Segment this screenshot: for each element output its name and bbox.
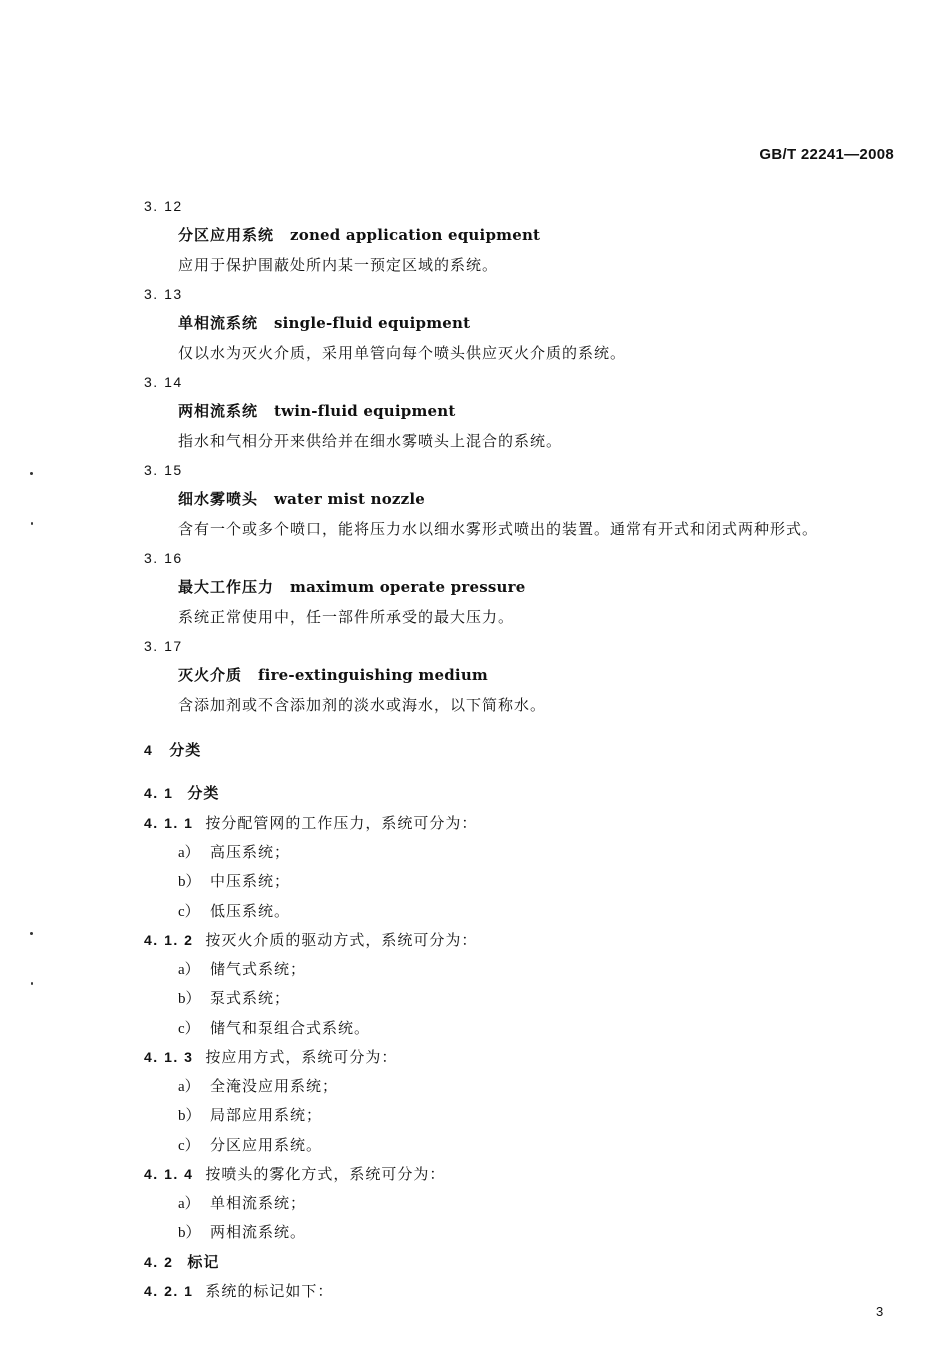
list-item-text: 高压系统； bbox=[210, 843, 291, 861]
list-item-letter: a） bbox=[178, 1079, 200, 1095]
list-item bbox=[178, 842, 290, 863]
clause-heading bbox=[144, 1047, 397, 1067]
term-chinese: 细水雾喷头 bbox=[178, 490, 259, 508]
list-item-letter: c） bbox=[178, 904, 200, 920]
term-heading bbox=[178, 665, 488, 685]
subsection-title: 标记 bbox=[187, 1253, 220, 1271]
list-item bbox=[178, 901, 290, 922]
list-item-text: 两相流系统。 bbox=[210, 1223, 307, 1241]
list-item bbox=[178, 1105, 322, 1126]
term-definition: 仅以水为灭火介质，采用单管向每个喷头供应灭火介质的系统。 bbox=[178, 344, 627, 362]
term-definition: 应用于保护围蔽处所内某一预定区域的系统。 bbox=[178, 256, 499, 274]
scan-mark bbox=[31, 982, 33, 985]
clause-number: 4. 1. 1 bbox=[144, 815, 194, 831]
term-heading bbox=[178, 577, 525, 597]
clause-title: 按灭火介质的驱动方式，系统可分为： bbox=[205, 931, 478, 949]
clause-number: 4. 1. 3 bbox=[144, 1049, 194, 1065]
list-item-letter: b） bbox=[178, 874, 201, 890]
list-item-letter: b） bbox=[178, 1225, 201, 1241]
page-number: 3 bbox=[876, 1304, 884, 1319]
subsection-number: 4. 2 bbox=[144, 1254, 174, 1270]
clause-heading bbox=[144, 1164, 445, 1184]
clause-heading bbox=[144, 813, 477, 833]
term-heading bbox=[178, 489, 425, 509]
term-chinese: 灭火介质 bbox=[178, 666, 243, 684]
list-item-text: 储气式系统； bbox=[210, 960, 307, 978]
list-item-text: 储气和泵组合式系统。 bbox=[210, 1019, 371, 1037]
clause-heading bbox=[144, 930, 477, 950]
subsection-number: 4. 1 bbox=[144, 785, 174, 801]
subsection-heading bbox=[144, 1252, 219, 1272]
term-number: 3. 12 bbox=[144, 198, 183, 214]
term-chinese: 单相流系统 bbox=[178, 314, 259, 332]
scan-mark bbox=[30, 472, 33, 475]
term-definition: 指水和气相分开来供给并在细水雾喷头上混合的系统。 bbox=[178, 432, 563, 450]
list-item bbox=[178, 1076, 338, 1097]
scan-mark bbox=[30, 932, 33, 935]
list-item-text: 全淹没应用系统； bbox=[210, 1077, 339, 1095]
term-number: 3. 15 bbox=[144, 462, 183, 478]
clause-title: 系统的标记如下： bbox=[205, 1282, 334, 1300]
list-item-text: 中压系统； bbox=[210, 872, 291, 890]
term-number: 3. 13 bbox=[144, 286, 183, 302]
section-heading bbox=[144, 740, 201, 760]
clause-title: 按应用方式，系统可分为： bbox=[205, 1048, 398, 1066]
list-item bbox=[178, 959, 306, 980]
list-item-letter: b） bbox=[178, 991, 201, 1007]
list-item bbox=[178, 1135, 322, 1156]
list-item-letter: c） bbox=[178, 1021, 200, 1037]
term-chinese: 分区应用系统 bbox=[178, 226, 275, 244]
list-item-text: 泵式系统； bbox=[210, 989, 291, 1007]
term-heading bbox=[178, 401, 456, 421]
list-item-letter: a） bbox=[178, 845, 200, 861]
term-number: 3. 17 bbox=[144, 638, 183, 654]
section-number: 4 bbox=[144, 742, 154, 758]
term-english: twin-fluid equipment bbox=[274, 402, 456, 420]
term-definition: 含添加剂或不含添加剂的淡水或海水，以下简称水。 bbox=[178, 696, 547, 714]
list-item-letter: a） bbox=[178, 1196, 200, 1212]
section-title: 分类 bbox=[169, 741, 202, 759]
clause-number: 4. 1. 2 bbox=[144, 932, 194, 948]
list-item bbox=[178, 988, 290, 1009]
term-heading bbox=[178, 313, 470, 333]
list-item bbox=[178, 1222, 306, 1243]
term-definition: 系统正常使用中，任一部件所承受的最大压力。 bbox=[178, 608, 515, 626]
list-item-text: 分区应用系统。 bbox=[210, 1136, 323, 1154]
list-item-text: 单相流系统； bbox=[210, 1194, 307, 1212]
list-item-letter: a） bbox=[178, 962, 200, 978]
clause-heading bbox=[144, 1281, 333, 1301]
term-english: zoned application equipment bbox=[290, 226, 541, 244]
clause-number: 4. 1. 4 bbox=[144, 1166, 194, 1182]
term-number: 3. 14 bbox=[144, 374, 183, 390]
list-item bbox=[178, 1018, 370, 1039]
term-english: single-fluid equipment bbox=[274, 314, 471, 332]
term-chinese: 两相流系统 bbox=[178, 402, 259, 420]
subsection-title: 分类 bbox=[187, 784, 220, 802]
clause-number: 4. 2. 1 bbox=[144, 1283, 194, 1299]
term-number: 3. 16 bbox=[144, 550, 183, 566]
standard-code: GB/T 22241—2008 bbox=[759, 146, 894, 163]
list-item-letter: b） bbox=[178, 1108, 201, 1124]
list-item-text: 低压系统。 bbox=[210, 902, 291, 920]
clause-title: 按喷头的雾化方式，系统可分为： bbox=[205, 1165, 446, 1183]
term-heading bbox=[178, 225, 540, 245]
term-english: water mist nozzle bbox=[274, 490, 425, 508]
subsection-heading bbox=[144, 783, 219, 803]
clause-title: 按分配管网的工作压力，系统可分为： bbox=[205, 814, 478, 832]
term-chinese: 最大工作压力 bbox=[178, 578, 275, 596]
term-english: fire-extinguishing medium bbox=[258, 666, 488, 684]
list-item bbox=[178, 1193, 306, 1214]
term-english: maximum operate pressure bbox=[290, 578, 526, 596]
list-item bbox=[178, 871, 290, 892]
list-item-text: 局部应用系统； bbox=[210, 1106, 323, 1124]
term-definition: 含有一个或多个喷口，能将压力水以细水雾形式喷出的装置。通常有开式和闭式两种形式。 bbox=[178, 520, 819, 538]
scan-mark bbox=[31, 522, 33, 525]
list-item-letter: c） bbox=[178, 1138, 200, 1154]
